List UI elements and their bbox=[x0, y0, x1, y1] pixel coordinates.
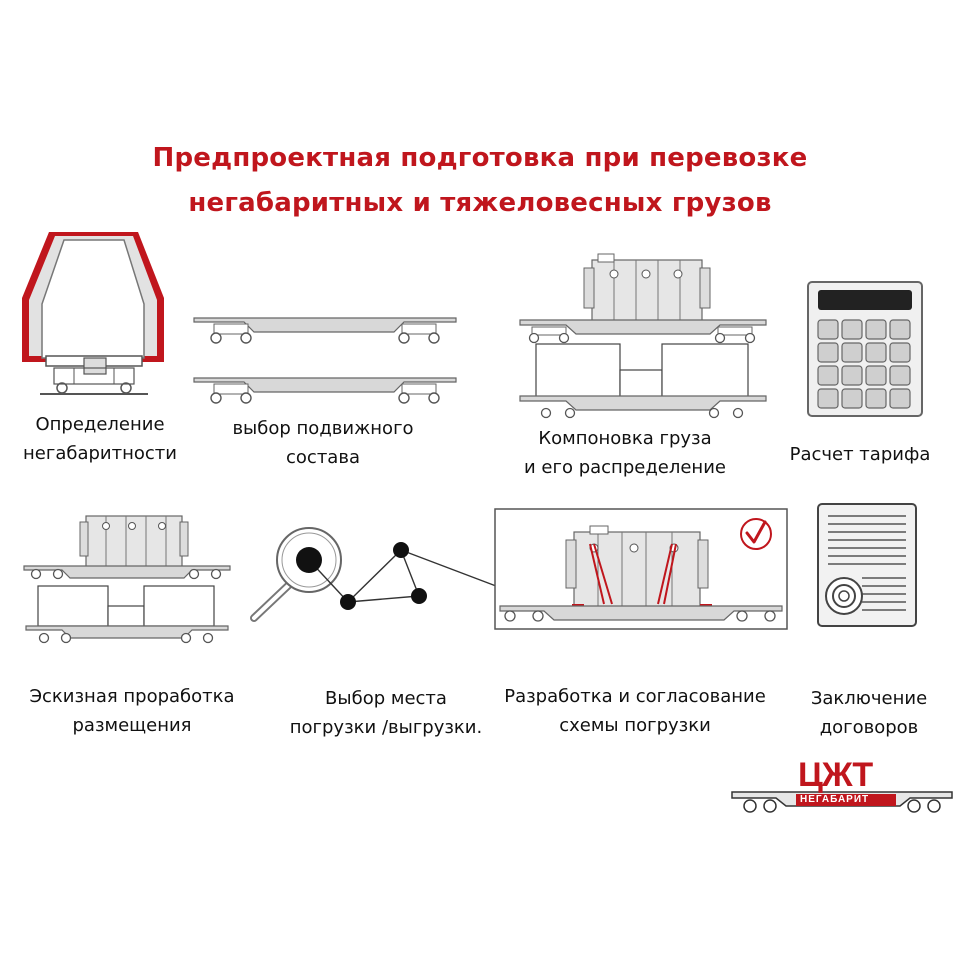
calculator-key bbox=[842, 366, 862, 385]
logo-sub-text: НЕГАБАРИТ bbox=[800, 794, 870, 805]
calculator-key bbox=[890, 320, 910, 339]
step-label-contract: Заключение договоров bbox=[810, 688, 928, 738]
calculator-key bbox=[818, 366, 838, 385]
step-label-loading-site: Выбор места погрузки /выгрузки. bbox=[289, 688, 483, 738]
calculator-key bbox=[842, 343, 862, 362]
step-label-railcars: выбор подвижного состава bbox=[232, 418, 414, 468]
calculator-key bbox=[890, 389, 910, 408]
step-label-loading-scheme: Разработка и согласование схемы погрузки bbox=[504, 686, 766, 736]
transformer-cargo bbox=[584, 254, 710, 322]
transformer-cargo-sketch bbox=[80, 516, 188, 568]
magnifier-route-icon bbox=[244, 516, 500, 626]
calculator-key bbox=[890, 366, 910, 385]
placement-sketch-icon bbox=[22, 508, 232, 648]
page-title-line-2: негабаритных и тяжеловесных грузов bbox=[188, 188, 772, 218]
calculator-key bbox=[818, 343, 838, 362]
calculator-key bbox=[890, 343, 910, 362]
calculator-key bbox=[818, 389, 838, 408]
transformer-cargo-scheme bbox=[566, 526, 708, 608]
railcar-platform-2 bbox=[194, 378, 456, 403]
railcars-icon bbox=[190, 310, 460, 406]
calculator-icon bbox=[806, 280, 924, 418]
page-title-line-1: Предпроектная подготовка при перевозке bbox=[152, 143, 808, 173]
step-label-placement: Эскизная проработка размещения bbox=[29, 686, 235, 736]
calculator-key bbox=[866, 343, 886, 362]
railcar-platform-1 bbox=[194, 318, 456, 343]
calculator-key bbox=[866, 389, 886, 408]
logo-main-text: ЦЖТ bbox=[798, 756, 873, 794]
calculator-key bbox=[866, 320, 886, 339]
calculator-key bbox=[818, 320, 838, 339]
contract-icon bbox=[816, 502, 918, 628]
loading-scheme-icon bbox=[494, 508, 788, 630]
stamp-seal-icon bbox=[826, 578, 862, 614]
cargo-layout-icon bbox=[518, 250, 768, 420]
clearance-gauge-icon bbox=[14, 232, 174, 402]
step-label-cargo-layout: Компоновка груза и его распределение bbox=[524, 428, 726, 478]
step-label-gauge: Определение негабаритности bbox=[23, 414, 177, 464]
calculator-key bbox=[842, 389, 862, 408]
calculator-key bbox=[842, 320, 862, 339]
calculator-key bbox=[866, 366, 886, 385]
step-label-tariff: Расчет тарифа bbox=[789, 444, 931, 465]
